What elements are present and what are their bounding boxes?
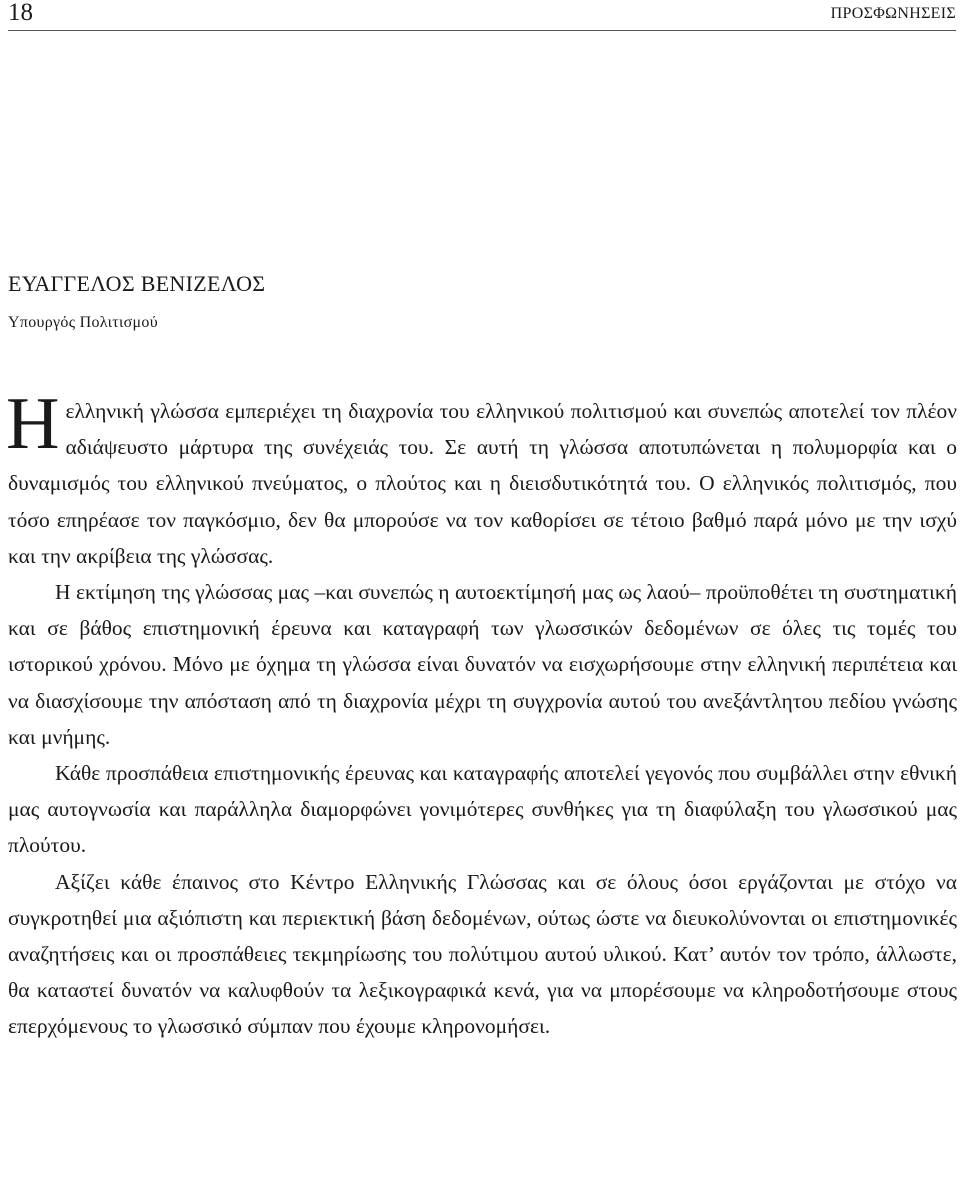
page-number: 18 xyxy=(8,0,33,26)
running-header xyxy=(8,0,956,31)
paragraph-4: Αξίζει κάθε έπαινος στο Κέντρο Ελληνικής Γλώσσας και σε όλους όσοι εργάζονται με στόχο να συγκροτηθεί μια αξιόπιστη και περιεκτική βάση δεδομένων, ούτως ώστε να διευκολύνονται οι επιστημονικές αναζητήσεις και οι προσπάθειες τεκμηρίωσης του πολύτιμου αυτού υλικού. Κατ’ αυτόν τον τρόπο, άλλωστε, θα καταστεί δυνατόν να καλυφθούν τα λεξικογραφικά κενά, για να μπορέσουμε να κληροδοτήσουμε στους επερχόμενους το γλωσσικό σύμπαν που έχουμε κληρονομήσει. xyxy=(8,869,957,1039)
section-title: ΠΡΟΣΦΩΝΗΣΕΙΣ xyxy=(830,5,956,22)
paragraph-2: Η εκτίμηση της γλώσσας μας –και συνεπώς η αυτοεκτίμησή μας ως λαού– προϋποθέτει τη συστηματική και σε βάθος επιστημονική έρευνα και καταγραφή των γλωσσικών δεδομένων σε όλες τις τομές του ιστορικού χρόνου. Μόνο με όχημα τη γλώσσα είναι δυνατόν να εισχωρήσουμε στην ελληνική περιπέτεια και να διασχίσουμε την απόσταση από τη διαχρονία μέχρι τη συγχρονία αυτού του ανεξάντλητου πεδίου γνώσης και μνήμης. xyxy=(8,580,957,749)
drop-cap: Η xyxy=(6,383,60,465)
author-role: Υπουργός Πολιτισμού xyxy=(8,314,158,331)
paragraph-1-text: ελληνική γλώσσα εμπεριέχει τη διαχρονία του ελληνικού πολιτισμού και συνεπώς αποτελεί τον πλέον αδιάψευστο μάρτυρα της συνέχειάς του. Σε αυτή τη γλώσσα αποτυπώνεται η πολυμορφία και ο δυναμισμός του ελληνικού πνεύματος, ο πλούτος και η διεισδυτικότητά του. Ο ελληνικός πολιτισμός, που τόσο επηρέασε τον παγκόσμιο, δεν θα μπορούσε να τον καθορίσει σε τέτοιο βαθμό παρά μόνο με την ισχύ και την ακρίβεια της γλώσσας. xyxy=(8,399,957,568)
paragraph-1 xyxy=(6,383,957,574)
paragraph-3: Κάθε προσπάθεια επιστημονικής έρευνας και καταγραφής αποτελεί γεγονός που συμβάλλει στην εθνική μας αυτογνωσία και παράλληλα διαμορφώνει γονιμότερες συνθήκες για τη διαφύλαξη του γλωσσικού μας πλούτου. xyxy=(8,761,957,858)
author-name: ΕΥΑΓΓΕΛΟΣ ΒΕΝΙΖΕΛΟΣ xyxy=(8,271,266,296)
body-text xyxy=(6,383,957,1045)
